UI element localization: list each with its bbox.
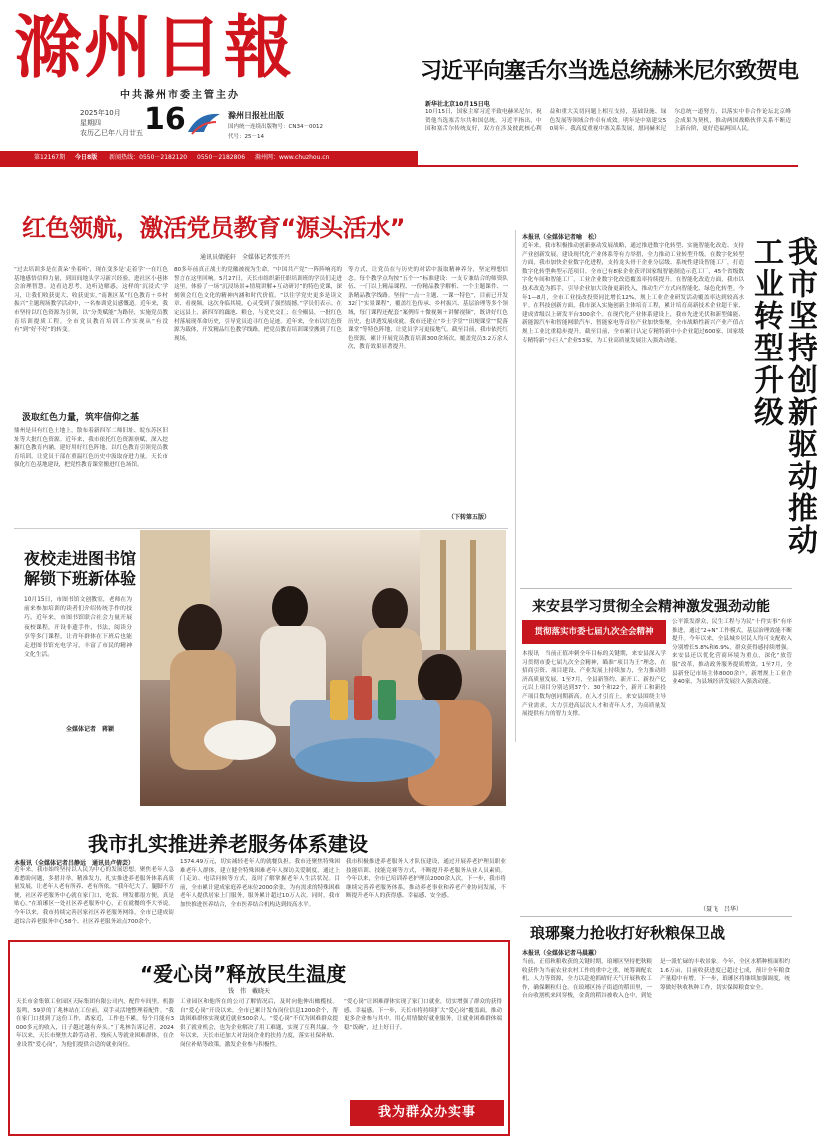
publisher-name: 滁州日报社出版 [228,111,284,120]
love-post-byline: 钱 伟 戴晓天 [228,988,271,995]
page-count: 今日8版 [75,154,98,161]
eldercare-col-1: 近年来，我市始终坚持以人民为中心的发展思想，聚焦老年人急难愁盼问题，多措并举，精准发力，扎实推进养老服务体系高质量发展，让老年人老有所养、老有所依。“我年纪大了，腿脚不方便，社区养老服务中心就在家门口，吃饭、理发都很方便，真是贴心。”在琅琊区一处社区养老服务中心，正在就餐的李大爷说。今年以来，我市持续完善居家社区养老服务网络，全市已建成街道综合养老服务中心58个、社区养老服务站点700余个。 [14,867,174,925]
love-post-col-2: 工业园区和他所在的公司了解情况后，及时向他伸出橄榄枝。自“爱心岗”开设以来，全市已累计发布岗位信息1200余个，帮助困难群体实现就近就业500余人。“爱心岗”不仅为困难群众提供了就业机会，也为企业解决了用工难题，实现了互利共赢。今年以来，天长市还加大对设岗企业的扶持力度，落实社保补贴、岗位补贴等政策，激发企业参与积极性。 [180,999,338,1048]
masthead-divider [0,165,798,167]
main-story-col-3: 等方式，让党员在与历史的对话中汲取精神养分，坚定理想信念。每个教学点均按“五个一”标准建设：一支专兼结合的师资队伍、一门以上精品课程、一份精品教学解析、一个主题课件、一条精品教学线路。坚持“一点一主题、一课一特色”，目前已开发32门“实景课程”，覆盖红色传承、乡村振兴、基层治理等多个领域，每门课程还配套“案例库＋微视频＋讲解视频”，既讲好红色历史，也讲透发展成就。我市还建立“乡土学堂”“田埂课堂”“院落课堂”等特色阵地，让党员学习更接地气。截至目前，我市依托红色资源，累计开展党员教育培训300余场次，覆盖党员3.2万余人次，教育效果显著提升。 [348,267,508,351]
publisher-logo-icon [186,108,222,138]
laian-col-2: 公平派发群众，民生工程与为民“十件实事”有序推进，通过“2+N”工作模式，基层治理效能不断提升。今年以来，全县城乡居民人均可支配收入分别增长5.8%和6.9%，群众获得感持续增强。来安县还以优化营商环境为重点，深化“放管服”改革，推动政务服务提质增效。1至7月，全县新登记市场主体8000余户，新增规上工业企业40家，为县域经济发展注入强劲动能。 [672,619,792,686]
date-block [80,104,250,154]
top-story-body: 10月15日，国家主席习近平致电赫米尼尔，祝贺他当选塞舌尔共和国总统。习近平指出，中国和塞舌尔传统友好，双方在涉及彼此核心利益和重大关切问题上相互支持，基础设施、绿色发展等领域合作卓有成效。明年是中塞建交50周年。我高度重视中塞关系发展，愿同赫米尼尔总统一道努力，以落实中非合作论坛北京峰会成果为契机，推动两国战略伙伴关系不断迈上新台阶，更好造福两国人民。 [425,109,791,133]
laian-top-divider [520,588,792,589]
langya-body: 当前，正值秋粮收获的关键时期，琅琊区坚持把秋粮收获作为当前农业农村工作的重中之重，统筹调配农机、人力等资源，全力以赴抢抓晴好天气开展秋收工作，确保颗粒归仓。在琅琊区扬子街道的稻田里，一台台收割机来回穿梭，金黄的稻谷被收入仓中，到处是一派忙碌的丰收景象。今年，全区水稻种植面积约1.6万亩，目前收获进度已超过七成，预计全年粮食产量稳中有增。下一步，琅琊区将继续加强调度，统筹做好秋收秋种工作，切实保障粮食安全。 [522,959,790,1000]
top-story-headline: 习近平向塞舌尔当选总统赫米尼尔致贺电 [420,59,799,84]
date-lunar: 农历乙巳年八月廿五 [80,129,143,137]
main-story-continued: （下转第五版） [448,514,491,521]
photo-story-credit: 全媒体记者 蒋颖 [66,726,115,733]
innovation-byline: 本报讯（全媒体记者喻 松） [522,234,601,241]
love-post-headline: “爱心岗”释放民生温度 [140,962,347,986]
date-day-number: 16 [144,102,186,137]
main-story-col-1 [14,266,168,514]
langya-byline: 本报讯（全媒体记者马晨蕙） [522,950,601,957]
photo-story-caption: 10月15日，市图书馆文创教室，老师在为前来参加培训的读者们介绍传统手作的技巧。近年来，市图书馆联合社会力量开展夜校课程，开设非遗手作、书法、阅读分享等多门课程，让青年群体在下班后也能走进图书馆充电学习，丰富了市民的精神文化生活。 [24,597,132,659]
website-url[interactable]: 滁州网：www.chuzhou.cn [254,154,330,161]
issn-number: 国内统一连续出版物号：CN34－0012 [228,124,323,130]
newspaper-masthead: 滁州日報 [14,8,295,88]
langya-top-divider [520,916,792,917]
laian-credit: （聂飞 吕华） [700,906,743,913]
laian-col-1: 本报讯 当前正值冲刺全年目标的关键期，来安县深入学习贯彻市委七届九次全会精神，瞄准“项目为王”理念，在招商引资、项目建设、产业发展上持续加力，全力推动经济高质量发展。1至7月，全县新签约、新开工、新投产亿元以上项目分别达到37个、30个和22个，新开工和新投产项目数均创同期新高。在入才引育上，来安县围绕主导产业需求，大力引进高层次人才和青年人才，为高质量发展提供有力的智力支撑。 [522,651,666,718]
main-story-col-2: 80多年前真正战士的党徽被视为生命。“中国共产党”一阵阵响亮的誓言在这里回响。5月27日，天长市组织新任职培训班的学员们走进这里，体验了一场“沉浸场景+情境讲解+互动研讨”的特色党课，深刻领会红色文化的精神内涵和时代价值。“以往学党史更多是读文章、看视频，这次身临其境，心灵受到了强烈震撼。”学员们表示。在定远县上，新四军的藕池、粮仓，与党史交汇；在全椒县，一批红色村落展现革命历史，引导党员追寻红色足迹。近年来，全市以红色资源为载体，开发精品红色教学线路，把党员教育培训课堂搬到了红色现场。 [174,267,342,342]
main-story-headline: 红色领航，激活党员教育“源头活水” [22,214,406,242]
love-post-col-1: 天长市金集镇工业园区天际集团有限公司内，配件车间里，机器轰鸣，59岁的丁兆林站在工位前，双手灵活地整理着配件。“我在家门口找到了这份工作，离家近，工作也不累，每个月能有3000多元的收入，日子越过越有奔头。”丁兆林告诉记者。2024年以来，天长市聚焦大龄劳动者、残疾人等就业困难群体，在企业设置“爱心岗”，为他们提供合适的就业岗位。 [16,999,174,1048]
photo-story-headline-2: 解锁下班新体验 [24,569,137,588]
column-divider [515,230,516,742]
top-story-lead: 新华社北京10月15日电 [425,101,490,108]
eldercare-headline: 我市扎实推进养老服务体系建设 [88,832,368,856]
innovation-story-headline: 我市坚持创新驱动推动工业转型升级 [748,236,817,556]
masthead-info-bar [0,151,418,165]
main-story-subhead: 汲取红色力量，筑牢信仰之基 [22,413,140,423]
serve-people-banner: 我为群众办实事 [350,1100,504,1126]
news-hotline: 新闻热线：0550－2182120 [109,154,188,161]
langya-headline: 琅琊聚力抢收打好秋粮保卫战 [530,924,726,942]
post-code: 代号：25－14 [228,134,264,140]
issue-number: 第12167期 [34,154,66,161]
photo-story-headline-1: 夜校走进图书馆 [24,549,137,568]
eldercare-byline: 本报讯（全媒体记者吕静远 通讯员卢倩芸） [14,860,135,867]
date-year-month: 2025年10月 [80,109,121,117]
love-post-col-3: “爱心岗”让困难群体实现了家门口就业，切实增强了群众的获得感、幸福感。下一步，天长市将持续扩大“爱心岗”覆盖面，推动更多企业参与其中，用心用情做好就业服务，让就业困难群体端稳“饭碗”，过上好日子。 [344,999,502,1031]
eldercare-col-3: 我市积极推进养老服务人才队伍建设，通过开展养老护理员职业技能培训、技能竞赛等方式，不断提升养老服务从业人员素质。今年以来，全市已培训养老护理员2000余人次。下一步，我市将继续完善养老服务体系，推动养老事业和养老产业协同发展，不断提升老年人的获得感、幸福感、安全感。 [346,859,506,900]
main-story-byline: 通讯员储能轩 全媒体记者张开兴 [200,254,291,261]
main-story-text-1: “过去培训多是在黄朵‘坐着听’，现在变多是‘走着学’一在红色基地感悟信仰力量，到田间地头学习新兴经验，进社区小巷体会治理智慧。边看边思考，边听边解惑，这样的‘沉浸式’学习，让我们收获更大、收获更实。”南谯区某“红色教育＋乡村振兴”主题现场教学活动中，一名参训党员感慨道。近年来，我市坚持以红色资源为引领，以“分类赋能”为路径，实施党员教育培训提质工程，全市党员教育培训工作实现从“有没有”到“好不好”的转变。 [14,267,168,334]
masthead-subtitle: 中共滁州市委主管主办 [120,90,240,101]
eldercare-col-2: 1374.49万元，切实减轻老年人的就餐负担。我市还聚焦特殊困难老年人群体，建立健全特殊困难老年人探访关爱制度，通过上门走访、电话问候等方式，及时了解掌握老年人生活状况。目前，全市累计建成家庭养老床位2000余张，为有需求的特殊困难老年人提供居家上门服务，服务累计超过10万人次。同时，我市加快推进医养结合，全市医养结合机构达到较高水平。 [180,859,340,908]
ad-hotline: 0550－2182806 [197,154,246,161]
date-weekday: 星期四 [80,119,101,127]
innovation-story-body: 近年来，我市积极推动创新驱动发展战略，通过推进数字化转型、实施智能化改造、支持产业创新发展，建设现代化产业体系等有力举措，全力推动工业转型升级。在数字化转型方面，我市加快企业数字化进程，支持龙头骨干企业分层级、系统性建设智能工厂，打造数字化转型典型示范项目。全市已有8家企业获评国家级智能制造示范工厂，45个省级数字化车间和智能工厂，工业企业数字化改造覆盖率持续提升。在智能化改造方面，我市以技术改造为抓手，引导企业加大设备更新投入，推动生产方式向智能化、绿色化转型。今年1—8月，全市工业技改投资同比增长12%，规上工业企业研发活动覆盖率达到较高水平。在科技创新方面，我市深入实施创新主体培育工程，累计培育高新技术企业超千家，建成省级以上研发平台300余个。在现代化产业体系建设上，我市先进光伏和新型储能、新能源汽车和智能网联汽车、智能家电等首位产业加快集聚，全市战略性新兴产业产值占规上工业比重稳步提升。截至目前，全市累计认定专精特新中小企业超过600家，国家级专精特新“小巨人”企业53家，为工业高质量发展注入强劲动能。 [522,243,744,344]
library-night-class-photo [140,530,506,806]
main-story-text-1b: 鼎州是具有红色土地上，散布着新四军二师旧址、皖东苏区旧址等大批红色资源。近年来，我市依托红色资源禀赋，深入挖掘红色教育内涵，建好用好红色阵地，以红色教育引领党员教育培训，让党员干部在重温红色历史中汲取奋进力量。天长市强化红色基地建设，把党性教育课堂搬进红色场馆。 [14,428,168,469]
laian-headline: 来安县学习贯彻全会精神激发强劲动能 [532,599,770,615]
laian-topic-tag: 贯彻落实市委七届九次全会精神 [522,620,666,644]
